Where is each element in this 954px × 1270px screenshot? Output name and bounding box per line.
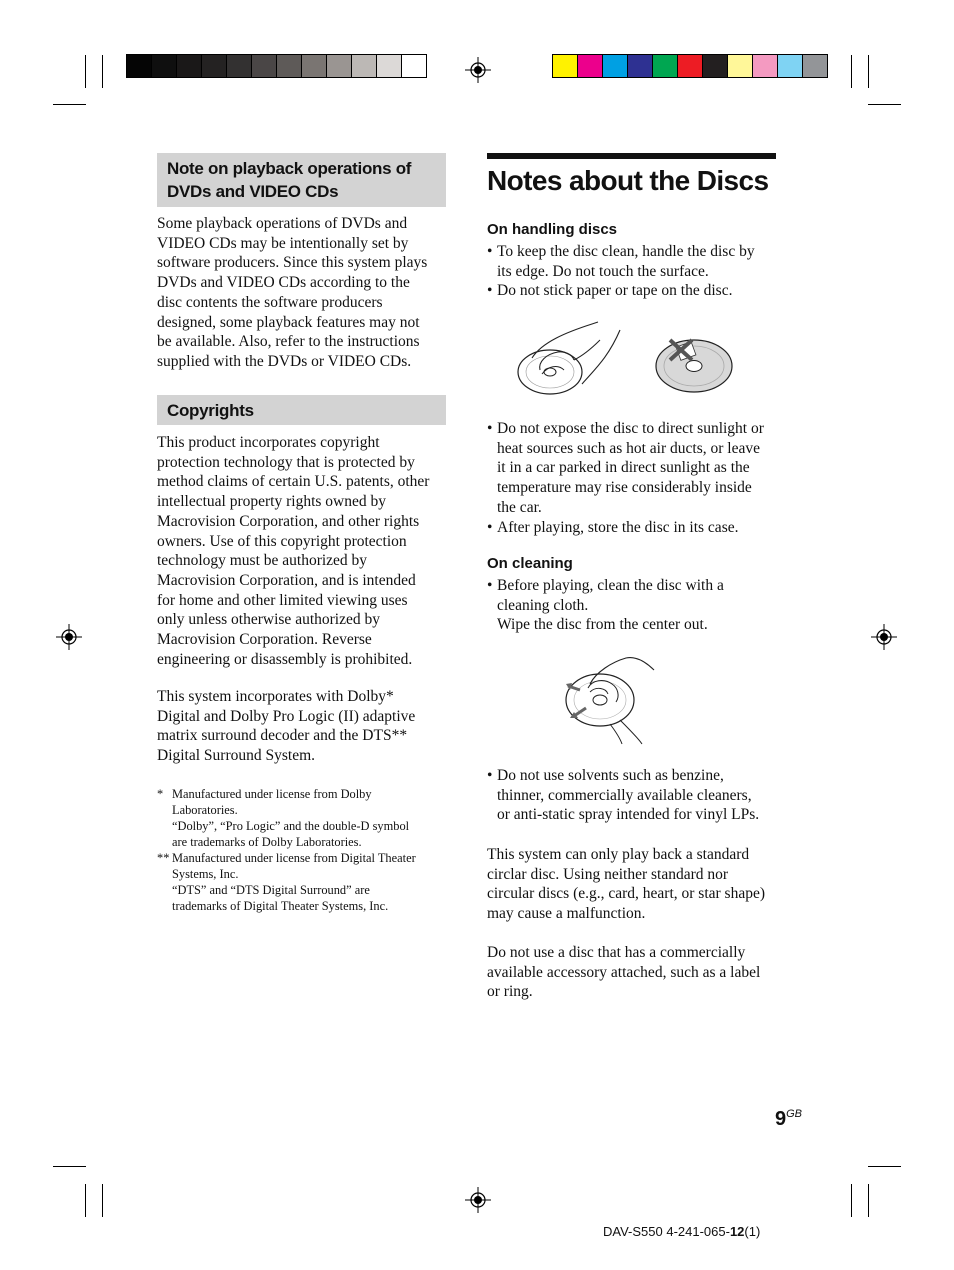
doc-id-bold: 12 (729, 1224, 745, 1239)
text-line: After playing, store the disc in its case. (497, 518, 739, 536)
heading-line: Note on playback operations of (167, 159, 412, 178)
text-line: “Dolby”, “Pro Logic” and the double-D symbol (172, 819, 410, 833)
crop-mark (53, 1166, 86, 1167)
text-line: trademarks of Digital Theater Systems, Inc. (172, 899, 389, 913)
list-item: • Do not expose the disc to direct sunlight or (487, 420, 764, 437)
color-swatch (603, 55, 628, 77)
text-line: Manufactured under license from Dolby (172, 787, 372, 801)
list-item: • Do not use solvents such as benzine, (487, 767, 724, 784)
text-line: the car. (497, 498, 542, 516)
text-line: circlar disc. Using neither standard nor (487, 865, 729, 883)
color-swatch (753, 55, 778, 77)
text-line: only unless otherwise authorized by (157, 611, 380, 629)
heading-line: DVDs and VIDEO CDs (167, 182, 339, 201)
list-item: • After playing, store the disc in its case. (487, 518, 739, 536)
color-swatch (277, 55, 302, 77)
page-number (775, 1108, 802, 1131)
text-line: intellectual property rights owned by (157, 493, 386, 511)
text-line: Do not stick paper or tape on the disc. (497, 282, 733, 300)
crop-mark (102, 1184, 103, 1217)
color-swatch (653, 55, 678, 77)
text-line: method claims of certain U.S. patents, other (157, 473, 430, 491)
color-swatch (703, 55, 728, 77)
text-line: Systems, Inc. (172, 867, 239, 881)
color-swatch (578, 55, 603, 77)
text-line: or ring. (487, 983, 533, 1001)
sunlight-list (487, 419, 782, 537)
color-swatch (227, 55, 252, 77)
color-swatch (377, 55, 402, 77)
text-line: designed, some playback features may not (157, 313, 420, 331)
color-swatch (202, 55, 227, 77)
dolby-body (157, 687, 449, 766)
text-line: temperature may rise considerably inside (497, 479, 752, 497)
text-line: Wipe the disc from the center out. (497, 616, 708, 634)
page-number-value: 9 (775, 1108, 787, 1130)
document-id (603, 1224, 760, 1239)
color-swatch (302, 55, 327, 77)
text-line: be available. Also, refer to the instructions (157, 333, 420, 351)
text-line: its edge. Do not touch the surface. (497, 262, 709, 280)
text-line: engineering or disassembly is prohibited. (157, 650, 413, 668)
crop-mark (868, 1184, 869, 1217)
color-swatch (728, 55, 753, 77)
standard-disc-paragraph (487, 845, 782, 924)
text-line: circular discs (e.g., card, heart, or star shape) (487, 885, 766, 903)
text-line: disc contents the software producers (157, 293, 383, 311)
color-swatch (678, 55, 703, 77)
text-line: it in a car parked in direct sunlight as the (497, 459, 750, 477)
cleaning-list (487, 576, 782, 635)
registration-mark-icon (871, 624, 897, 650)
disc-handling-illustration (512, 318, 752, 400)
color-swatch (327, 55, 352, 77)
page-title: Notes about the Discs (487, 153, 776, 197)
color-swatch (553, 55, 578, 77)
text-line: technology must be authorized by (157, 552, 368, 570)
text-line: available accessory attached, such as a label (487, 963, 761, 981)
note-playback-heading (157, 153, 446, 207)
text-line: Laboratories. (172, 803, 238, 817)
text-line: “DTS” and “DTS Digital Surround” are (172, 883, 370, 897)
text-line: software producers. Since this system plays (157, 254, 428, 272)
color-swatch (803, 55, 827, 77)
handling-list (487, 242, 782, 301)
text-line: protection technology that is protected by (157, 453, 415, 471)
text-line: Macrovision Corporation. Reverse (157, 631, 372, 649)
text-line: Do not use solvents such as benzine, (497, 767, 724, 784)
registration-mark-icon (465, 1187, 491, 1213)
registration-mark-icon (56, 624, 82, 650)
text-line: This system can only play back a standard (487, 846, 750, 863)
grayscale-bar (126, 54, 427, 78)
text-line: cleaning cloth. (497, 596, 589, 614)
page-suffix: GB (786, 1108, 803, 1120)
text-line: This system incorporates with Dolby* (157, 688, 394, 705)
text-line: for home and other limited viewing uses (157, 591, 408, 609)
text-line: Manufactured under license from Digital Theater (172, 851, 416, 865)
solvent-list (487, 766, 782, 825)
crop-mark (851, 55, 852, 88)
text-line: Macrovision Corporation, and is intended (157, 571, 416, 589)
text-line: are trademarks of Dolby Laboratories. (172, 835, 362, 849)
disc-cleaning-illustration (560, 650, 660, 746)
text-line: Do not expose the disc to direct sunlight or (497, 420, 764, 437)
doc-id-suffix: (1) (744, 1224, 761, 1239)
text-line: heat sources such as hot air ducts, or leave (497, 439, 760, 457)
text-line: VIDEO CDs may be intentionally set by (157, 234, 409, 252)
doc-id-prefix: DAV-S550 4-241-065- (603, 1224, 730, 1239)
crop-mark (85, 1184, 86, 1217)
text-line: This product incorporates copyright (157, 434, 380, 451)
text-line: To keep the disc clean, handle the disc by (497, 243, 755, 260)
text-line: thinner, commercially available cleaners, (497, 786, 752, 804)
text-line: matrix surround decoder and the DTS** (157, 727, 408, 745)
registration-mark-icon (465, 57, 491, 83)
crop-mark (868, 104, 901, 105)
handling-heading: On handling discs (487, 221, 618, 238)
crop-mark (868, 55, 869, 88)
accessory-paragraph (487, 943, 782, 1002)
text-line: or anti-static spray intended for vinyl LPs. (497, 806, 760, 824)
list-item: • Do not stick paper or tape on the disc. (487, 282, 733, 300)
footnote (157, 850, 449, 914)
text-line: Digital Surround System. (157, 747, 316, 765)
footnotes (157, 786, 449, 914)
text-line: Do not use a disc that has a commercially (487, 944, 746, 961)
copyrights-body (157, 433, 449, 669)
text-line: Before playing, clean the disc with a (497, 577, 724, 594)
footnote (157, 786, 449, 850)
footnote-mark: * (157, 787, 164, 801)
text-line: Some playback operations of DVDs and (157, 215, 408, 232)
copyrights-heading (157, 395, 446, 425)
text-line: owners. Use of this copyright protection (157, 532, 407, 550)
color-swatch (127, 55, 152, 77)
list-item: • To keep the disc clean, handle the disc by (487, 243, 755, 260)
color-bar (552, 54, 828, 78)
crop-mark (102, 55, 103, 88)
text-line: may cause a malfunction. (487, 905, 646, 923)
text-line: supplied with the DVDs or VIDEO CDs. (157, 352, 412, 370)
crop-mark (868, 1166, 901, 1167)
color-swatch (352, 55, 377, 77)
cleaning-heading: On cleaning (487, 555, 573, 572)
color-swatch (628, 55, 653, 77)
text-line: Macrovision Corporation, and other rights (157, 512, 420, 530)
heading-line: Copyrights (167, 401, 254, 420)
color-swatch (252, 55, 277, 77)
crop-mark (85, 55, 86, 88)
text-line: Digital and Dolby Pro Logic (II) adaptive (157, 707, 416, 725)
crop-mark (851, 1184, 852, 1217)
list-item: • Before playing, clean the disc with a (487, 577, 724, 594)
color-swatch (152, 55, 177, 77)
text-line: DVDs and VIDEO CDs according to the (157, 274, 410, 292)
color-swatch (177, 55, 202, 77)
color-swatch (402, 55, 426, 77)
note-playback-body (157, 214, 449, 372)
footnote-mark: ** (157, 851, 170, 865)
color-swatch (778, 55, 803, 77)
crop-mark (53, 104, 86, 105)
